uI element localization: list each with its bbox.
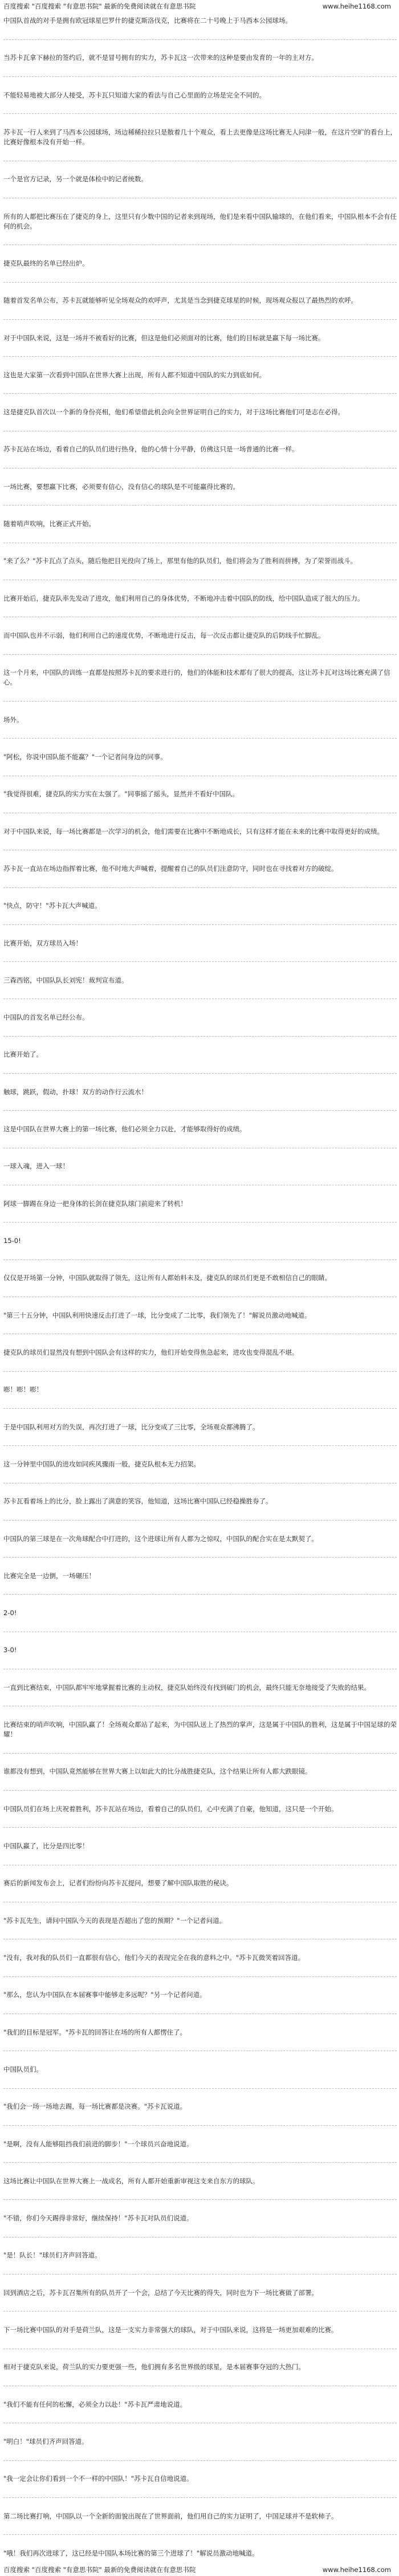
paragraph: 谁都没有想到，中国队竟然能够在世界大赛上以如此大的比分战胜捷克队，这个结果让所有人都大跌眼镜。 <box>3 1767 312 1776</box>
paragraph: "我一定会让你们看到一个不一样的中国队！"苏卡瓦自信地说道。 <box>3 2475 193 2483</box>
divider <box>3 1827 397 1828</box>
top-banner <box>0 0 399 13</box>
paragraph: 嘭！嘭！嘭！ <box>3 1385 43 1394</box>
divider <box>3 2274 397 2275</box>
paragraph: 一直到比赛结束，中国队都牢牢地掌握着比赛的主动权，捷克队始终没有找到破门的机会，最终只能无奈地接受了失败的结果。 <box>3 1683 370 1691</box>
bottom-banner <box>0 2563 399 2576</box>
divider <box>3 701 397 702</box>
divider <box>3 2534 397 2535</box>
divider <box>3 2199 397 2200</box>
paragraph: 中国队员们在场上庆祝着胜利，苏卡瓦站在场边，看着自己的队员们，心中充满了自豪，他知道，这只是一个开始。 <box>3 1804 338 1813</box>
paragraph: 一个是官方记录，另一个就是体检中的记者统数。 <box>3 175 148 184</box>
paragraph: 捷克队的球员们显然没有想到中国队会有这样的实力，他们开始变得焦急起来，进攻也变得混乱不堪。 <box>3 1348 299 1356</box>
divider <box>3 1520 397 1521</box>
paragraph: "来了么？"苏卡瓦点了点头，随后他把目光投向了场上，那里有他的队员们，他们将会为了胜利而拼搏，为了荣誉而战斗。 <box>3 557 357 565</box>
paragraph: "阿松，你说中国队能不能赢？"一个记者问身边的同事。 <box>3 752 167 761</box>
divider <box>3 505 397 506</box>
divider <box>3 961 397 962</box>
divider <box>3 393 397 394</box>
paragraph: "是！队长！"球员们齐声回答道。 <box>3 2251 101 2260</box>
paragraph: 当苏卡瓦拿下赫拉的签约后，就不是冒号拥有的实力，苏卡瓦这一次带来的这种是要由发育的一年的主对方。 <box>3 54 318 62</box>
paragraph: 这一分钟里中国队的进攻如同疾风骤雨一般，捷克队根本无力招架。 <box>3 1460 200 1468</box>
paragraph: 一场比赛，要想赢下比赛，必须要有信心，没有信心的球队是不可能赢得比赛的。 <box>3 482 239 491</box>
paragraph: "我们会一场一场地去踢，每一场比赛都是决赛。"苏卡瓦说道。 <box>3 2102 187 2111</box>
paragraph: "快点，防守！"苏卡瓦大声喊道。 <box>3 902 101 910</box>
banner-text: 百度搜索 "百度搜索 "有意思书院" 最新的免费阅读就在有意思书院 <box>3 2 196 10</box>
site-link[interactable]: www.heihe1168.com <box>322 2566 391 2574</box>
paragraph: 比赛开始，双方球员入场！ <box>3 939 82 947</box>
divider <box>3 2013 397 2014</box>
paragraph: 不能轻易地被大部分人接受，苏卡瓦只知道大家的看法与自己心里面的立场是完全不同的。 <box>3 91 266 99</box>
paragraph: 仅仅是开场第一分钟，中国队就取得了领先，这让所有人都始料未及，捷克队的球员们更是不敢相信自己的眼睛。 <box>3 1274 331 1282</box>
divider <box>3 2125 397 2126</box>
paragraph: 中国队员们。 <box>3 2065 43 2073</box>
paragraph: 第二场比赛打响，中国队以一个全新的面貌出现在了世界面前，他们用自己的实力证明了，中国足球并不是软柿子。 <box>3 2512 338 2520</box>
paragraph: "明白！"球员们齐声回答道。 <box>3 2438 88 2445</box>
paragraph: 这场比赛让中国队在世界大赛上一战成名，所有人都开始重新审视这支来自东方的球队。 <box>3 2176 259 2185</box>
paragraph: 3-0! <box>3 1646 17 1654</box>
paragraph: 所有的人都把比赛压在了捷克的身上，这里只有少数中国的记者来到现场，他们是来看中国队输球的，在他们看来，中国队根本不会有任何的机会。 <box>3 212 397 230</box>
paragraph: 这一个月来，中国队的训练一直都是按照苏卡瓦的要求进行的，他们的体能和技术都有了很大的提高，这让苏卡瓦对这场比赛充满了信心。 <box>3 669 390 687</box>
paragraph: 随着哨声吹响，比赛正式开始。 <box>3 520 95 528</box>
divider <box>3 2162 397 2163</box>
divider <box>3 1445 397 1446</box>
paragraph: 下一场比赛中国队的对手是荷兰队，这是一支实力非常强大的球队，对于中国队来说，这将是一场更加艰难的比赛。 <box>3 2326 338 2334</box>
banner-text: 百度搜索 "百度搜索 "有意思书院" 最新的免费阅读就在有意思书院 <box>3 2566 196 2574</box>
paragraph: 苏卡瓦看着场上的比分，脸上露出了满意的笑容，他知道，这场比赛中国队已经稳操胜券了。 <box>3 1497 272 1506</box>
paragraph: "没有，我对我的队员们一直都很有信心，他们今天的表现完全在我的意料之中。"苏卡瓦微笑着回答道。 <box>3 1953 305 1962</box>
paragraph: "我们的目标是冠军。"苏卡瓦的回答让在场的所有人都愣住了。 <box>3 2028 187 2036</box>
divider <box>3 1408 397 1409</box>
paragraph: "我们不能有任何的松懈，必须全力以赴！"苏卡瓦严肃地说道。 <box>3 2400 187 2408</box>
paragraph: 中国队的第三球是在一次角球配合中打进的，这个进球让所有人都为之惊叹，中国队的配合实在是太默契了。 <box>3 1534 318 1543</box>
paragraph: 中国队赢了，比分是四比零！ <box>3 1842 89 1850</box>
paragraph: "我觉得很难，捷克队的实力实在太强了。"同事摇了摇头，显然并不看好中国队。 <box>3 790 239 798</box>
article-body <box>3 16 397 2558</box>
divider <box>3 1036 397 1037</box>
paragraph: 场外。 <box>3 715 23 724</box>
divider <box>3 654 397 655</box>
paragraph: 对于中国队来说，这是一场并不被看好的比赛，但这是他们必须面对的比赛，他们的目标就是赢下每一场比赛。 <box>3 333 325 342</box>
paragraph: 比赛开始了。 <box>3 1050 43 1059</box>
divider <box>3 1371 397 1372</box>
paragraph: 相对于捷克队来说，荷兰队的实力要更强一些，他们拥有多名世界级的球星，是本届赛事夺冠的大热门。 <box>3 2363 305 2371</box>
divider <box>3 319 397 320</box>
paragraph: 赛后的新闻发布会上，记者们纷纷向苏卡瓦提问，想要了解中国队取胜的秘诀。 <box>3 1879 233 1888</box>
divider <box>3 1594 397 1595</box>
paragraph: 苏卡瓦一直站在场边指挥着比赛，他不时地大声喊着，提醒着自己的队员们注意防守，同时也在寻找着对方的破绽。 <box>3 864 338 873</box>
divider <box>3 76 397 77</box>
paragraph: 这是捷克队首次以一个新的身份亮相，他们希望借此机会向全世界证明自己的实力，对于这场比赛他们可是志在必得。 <box>3 408 344 417</box>
divider <box>3 2311 397 2312</box>
paragraph: 比赛完全是一边倒，一场碾压！ <box>3 1571 95 1580</box>
divider <box>3 998 397 999</box>
paragraph: 2-0! <box>3 1609 17 1617</box>
paragraph: 一球入魂，进入一球！ <box>3 1162 69 1171</box>
paragraph: 中国队首战的对手是拥有欧冠球星巴罗什的捷克斯洛伐克，比赛将在二十号晚上于马西本公园球场。 <box>3 17 292 25</box>
divider <box>3 1110 397 1111</box>
divider <box>3 887 397 888</box>
paragraph: 苏卡瓦站在场边，看着自己的队员们进行热身，他的心情十分平静，仿佛这只是一场普通的比赛一样。 <box>3 445 299 454</box>
paragraph: 于是中国队利用对方的失误，再次打进了一球，比分变成了三比零，全场观众都沸腾了。 <box>3 1422 259 1431</box>
divider <box>3 738 397 739</box>
divider <box>3 2497 397 2498</box>
divider <box>3 1976 397 1977</box>
paragraph: 苏卡瓦一行人来到了马西本公园球场，场边稀稀拉拉只是散着几十个观众，看上去更像是这场比赛无人问津一般，在这片空旷的看台上，比赛好像根本没有开始一样。 <box>3 128 397 146</box>
divider <box>3 1790 397 1791</box>
paragraph: "那么，您认为中国队在本届赛事中能够走多远呢？"另一个记者问道。 <box>3 1991 206 1999</box>
paragraph: 这也是大家第一次看到中国队在世界大赛上出现，所有人都不知道中国队的实力到底如何。 <box>3 370 266 379</box>
divider <box>3 1073 397 1074</box>
paragraph: "不错，你们今天踢得非常好，继续保持！"苏卡瓦对队员们说道。 <box>3 2214 193 2223</box>
divider <box>3 282 397 283</box>
paragraph: 随着首发名单公布，苏卡瓦就能够听见全场观众的欢呼声，尤其是当念到捷克球星的时候，现场观众报以了最热烈的欢呼。 <box>3 296 357 305</box>
divider <box>3 113 397 114</box>
paragraph: 回到酒店之后，苏卡瓦召集所有的队员开了一个会，总结了今天比赛的得失，同时也为下一场比赛做了部署。 <box>3 2288 318 2297</box>
divider <box>3 2088 397 2089</box>
paragraph: 这是中国队在世界大赛上的第一场比赛，他们必须全力以赴，才能够取得好的成绩。 <box>3 1125 246 1134</box>
paragraph: 对于中国队来说，每一场比赛都是一次学习的机会，他们需要在比赛中不断地成长，只有这样才能在未来的比赛中取得更好的成绩。 <box>3 827 384 835</box>
paragraph: 比赛开始后，捷克队率先发动了进攻，他们利用自己的身体优势，不断地冲击着中国队的防线，给中国队造成了很大的压力。 <box>3 594 364 602</box>
divider <box>3 244 397 245</box>
paragraph: 阿球一脚踢在身边一把身体的长剑在捷克队球门前迎来了转机！ <box>3 1199 187 1208</box>
paragraph: "是啊，没有人能够阻挡我们前进的脚步！"一个球员兴奋地说道。 <box>3 2139 193 2148</box>
paragraph: 而中国队也并不示弱，他们利用自己的速度优势，不断地进行反击，每一次反击都让捷克队的后防线手忙脚乱。 <box>3 631 325 639</box>
paragraph: 15-0! <box>3 1237 21 1245</box>
paragraph: "苏卡瓦先生，请问中国队今天的表现是否超出了您的预期？"一个记者问道。 <box>3 1916 226 1925</box>
paragraph: 比赛结束的哨声吹响，中国队赢了！全场观众都站了起来，为中国队送上了热烈的掌声，这是属于中国队的胜利，这是属于中国足球的荣耀！ <box>3 1721 397 1739</box>
paragraph: 捷克队最终的名单已经出炉。 <box>3 259 89 267</box>
divider <box>3 1557 397 1558</box>
divider <box>3 1753 397 1754</box>
divider <box>3 924 397 925</box>
paragraph: 触球，跳跃，假动，扑球！双方的动作行云流水！ <box>3 1087 148 1096</box>
paragraph: "哦！我们再次进球了，这已经是中国队本场比赛的第三个进球了！"解说员激动地喊道。 <box>3 2549 259 2557</box>
paragraph: 中国队的首发名单已经公布。 <box>3 1013 89 1022</box>
paragraph: "第三十五分钟，中国队利用快速反击打进了一球，比分变成了二比零，我们领先了！"解说员激动地喊道。 <box>3 1311 311 1319</box>
divider <box>3 39 397 40</box>
site-link[interactable]: www.heihe1168.com <box>322 2 391 10</box>
paragraph: 三森西铭，中国队队长刘宪！裁判宣布道。 <box>3 976 128 984</box>
divider <box>3 356 397 357</box>
divider <box>3 2460 397 2461</box>
